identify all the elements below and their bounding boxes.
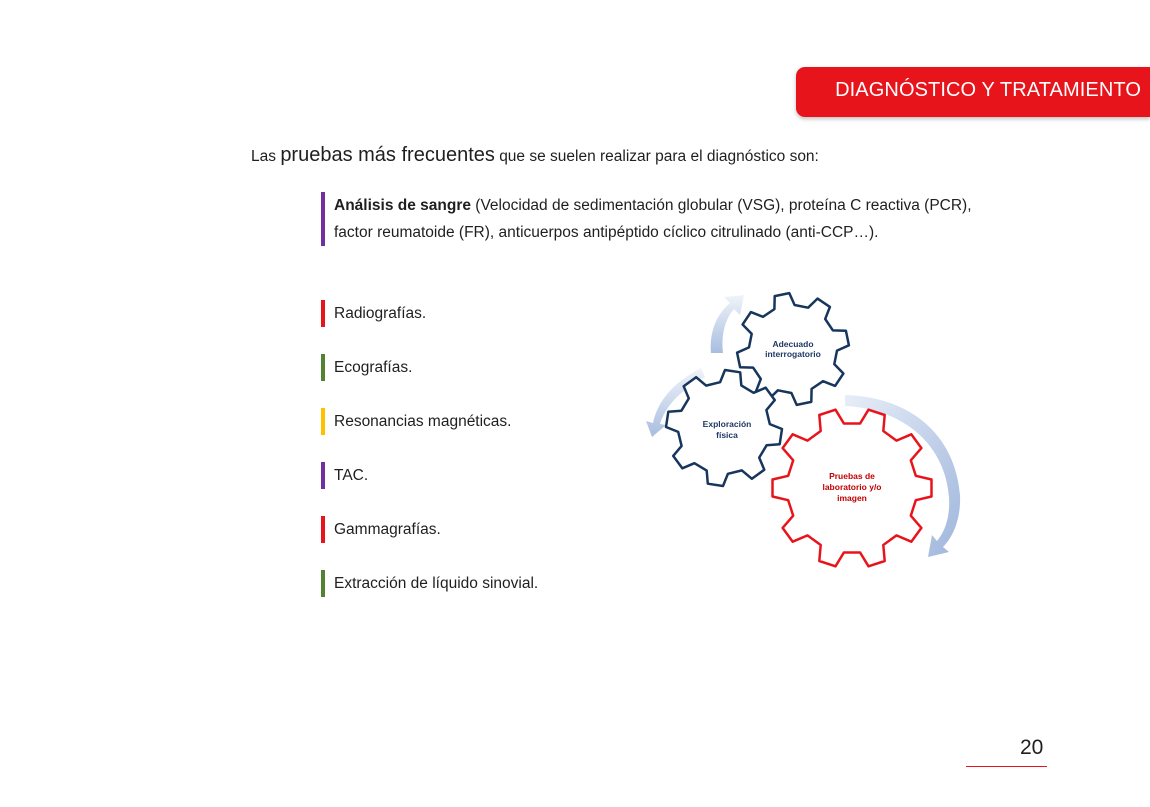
page-number: 20 xyxy=(1020,736,1044,759)
test-item-scintigraphy xyxy=(321,516,441,543)
section-title: DIAGNÓSTICO Y TRATAMIENTO xyxy=(835,79,1141,101)
test-item-ct xyxy=(321,462,368,489)
intro-highlight: pruebas más frecuentes xyxy=(280,144,495,166)
gear-big-label: Pruebas de xyxy=(829,471,875,481)
test-item-text: (Velocidad de sedimentación globular (VSG), proteína C reactiva (PCR), factor reumatoide (FR), anticuerpos antipéptido cíclico citrulinado (anti-CCP…). xyxy=(334,197,972,241)
cycle-arrow-top xyxy=(711,295,744,353)
gear-big-label: laboratorio y/o xyxy=(822,482,882,492)
test-item-synovial xyxy=(321,570,538,597)
test-item-text: Ecografías. xyxy=(334,359,413,376)
test-item-ultrasound xyxy=(321,354,412,381)
test-item-radiography xyxy=(321,300,426,327)
test-item-text: Resonancias magnéticas. xyxy=(334,413,512,430)
gear-top-label: Adecuado xyxy=(772,339,814,349)
test-item-text: Extracción de líquido sinovial. xyxy=(334,575,539,592)
test-item-bold: Análisis de sangre xyxy=(334,197,471,214)
intro-prefix: Las xyxy=(251,148,276,165)
gear-top-label: interrogatorio xyxy=(765,349,821,359)
test-item-text: Gammagrafías. xyxy=(334,521,441,538)
gear-left-label: física xyxy=(716,430,738,440)
section-banner xyxy=(796,67,1150,117)
gear-big-label: imagen xyxy=(837,493,867,503)
test-item-text: TAC. xyxy=(334,467,369,484)
intro-suffix: que se suelen realizar para el diagnóstico son: xyxy=(499,148,819,165)
test-item-text: Radiografías. xyxy=(334,305,427,322)
intro-sentence xyxy=(251,144,819,167)
page-number-underline xyxy=(966,766,1047,767)
test-item-mri xyxy=(321,408,512,435)
gears-diagram xyxy=(630,285,975,575)
test-item-blood xyxy=(321,192,974,246)
gear-left-label: Exploración xyxy=(702,419,752,429)
